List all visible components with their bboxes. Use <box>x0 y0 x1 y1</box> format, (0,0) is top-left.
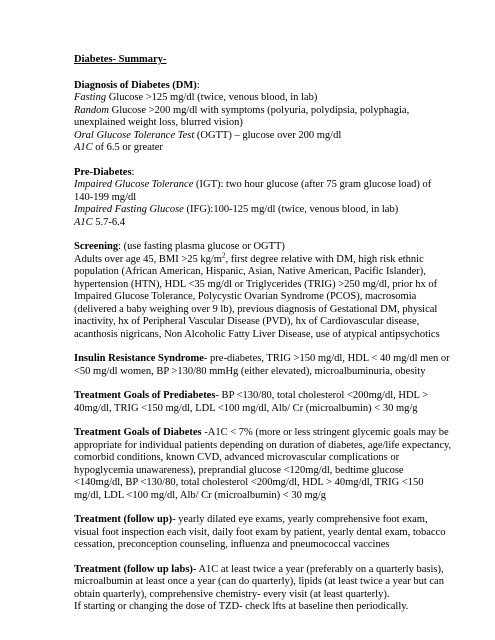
diagnosis-line-text: unexplained weight loss, blurred vision) <box>74 117 243 128</box>
goals-diabetes-line: mg/dl, LDL <100 mg/dl, Alb/ Cr (microalbumin) < 30 mg/g <box>74 489 327 501</box>
diagnosis-line <box>74 117 474 130</box>
followup-heading: Treatment (follow up) <box>74 514 173 525</box>
screening-intro: : (use fasting plasma glucose or OGTT) <box>118 241 285 252</box>
prediabetes-line <box>74 179 474 192</box>
diagnosis-line <box>74 130 474 143</box>
screening-line: acanthosis nigricans, Non Alcoholic Fatty Liver Disease, use of atypical antipsychotics <box>74 328 440 340</box>
goals-diabetes-text: -A1C < 7% (more or less stringent glycemic goals may be <box>201 427 449 438</box>
followup-labs-text: - A1C at least twice a year (preferably on a quarterly basis), <box>192 563 444 575</box>
goals-prediabetes-text: - BP <130/80, total cholesterol <200mg/dl, HDL > <box>215 390 429 401</box>
goals-prediabetes-line <box>74 390 474 403</box>
screening-line1-pre: Adults over age 45, BMI >25 kg/m <box>74 253 222 265</box>
goals-diabetes-line <box>74 427 474 440</box>
goals-diabetes-line: comorbid conditions, known CVD, advanced microvascular complications or <box>74 452 400 463</box>
diagnosis-heading-line <box>74 80 474 93</box>
prediabetes-line-text: (IFG):100-125 mg/dl (twice, venous blood, in lab) <box>183 204 399 215</box>
prediabetes-line-label: Impaired Glucose Tolerance <box>74 179 194 190</box>
goals-diabetes-section <box>74 427 474 502</box>
diagnosis-line <box>74 142 474 155</box>
insulin-resistance-text: - pre-diabetes, TRIG >150 mg/dl, HDL < 40 mg/dl men or <box>203 353 450 364</box>
screening-heading-line <box>74 241 474 254</box>
diagnosis-line-label: A1C <box>74 142 93 153</box>
diagnosis-heading: Diagnosis of Diabetes (DM) <box>74 79 197 91</box>
diagnosis-line-text: (OGTT) – glucose over 200 mg/dl <box>194 129 342 141</box>
followup-line: visual foot inspection each visit, daily foot exam by patient, yearly dental exam, tobacco <box>74 526 446 538</box>
screening-line: Impaired Glucose Tolerance, Polycystic Ovarian Syndrome (PCOS), macrosomia <box>74 291 417 302</box>
followup-line <box>74 514 474 527</box>
followup-labs-section <box>74 564 474 614</box>
goals-diabetes-heading: Treatment Goals of Diabetes <box>74 427 202 438</box>
prediabetes-line <box>74 204 474 217</box>
diagnosis-line-text: of 6.5 or greater <box>92 142 163 153</box>
insulin-resistance-line <box>74 353 474 366</box>
screening-heading: Screening <box>74 241 119 252</box>
diagnosis-line-label: Random <box>74 104 109 116</box>
diagnosis-line-text: Glucose >200 mg/dl with symptoms (polyuria, polydipsia, polyphagia, <box>109 104 410 116</box>
prediabetes-heading-suffix: : <box>131 166 135 178</box>
diagnosis-heading-suffix: : <box>196 79 200 91</box>
followup-line: cessation, preconception counseling, influenza and pneumococcal vaccines <box>74 539 390 550</box>
prediabetes-heading: Pre-Diabetes <box>74 166 132 178</box>
screening-section <box>74 241 474 341</box>
goals-prediabetes-line: 40mg/dl, TRIG <150 mg/dl, LDL <100 mg/dl, Alb/ Cr (microalbumin) < 30 mg/g <box>74 402 418 414</box>
prediabetes-line-text: 140-199 mg/dl <box>74 191 137 203</box>
followup-labs-heading: Treatment (follow up labs) <box>74 563 193 575</box>
screening-line: inactivity, hx of Peripheral Vascular Disease (PVD), hx of Cardiovascular disease, <box>74 316 420 327</box>
prediabetes-section <box>74 167 474 230</box>
diagnosis-line-label: Fasting <box>74 92 107 103</box>
screening-line <box>74 251 474 267</box>
followup-labs-line: obtain quarterly), comprehensive chemistry- every visit (at least quarterly). <box>74 588 390 600</box>
prediabetes-line-label: Impaired Fasting Glucose <box>74 204 184 215</box>
goals-prediabetes-section <box>74 390 474 415</box>
screening-line1-post: , first degree relative with DM, high risk ethnic <box>225 253 424 265</box>
diagnosis-section <box>74 80 474 155</box>
screening-line1-superscript: 2 <box>221 251 226 259</box>
screening-line: population (African American, Hispanic, Asian, Native American, Pacific Islander), <box>74 266 426 277</box>
screening-line: hypertension (HTN), HDL <35 mg/dl or Triglycerides (TRIG) >250 mg/dl, prior hx of <box>74 278 438 290</box>
goals-diabetes-line: appropriate for individual patients depending on duration of diabetes, age/life expectancy, <box>74 439 452 451</box>
diagnosis-line-label: Oral Glucose Tolerance Test <box>74 129 195 141</box>
goals-diabetes-line: hypoglycemia unawareness), preprandial glucose <120mg/dl, bedtime glucose <box>74 464 404 476</box>
prediabetes-line <box>74 192 474 205</box>
insulin-resistance-heading: Insulin Resistance Syndrome <box>74 353 204 364</box>
insulin-resistance-line: <50 mg/dl women, BP >130/80 mmHg (either elevated), microalbuminuria, obesity <box>74 365 426 377</box>
followup-text: - yearly dilated eye exams, yearly comprehensive foot exam, <box>172 514 428 525</box>
goals-prediabetes-heading: Treatment Goals of Prediabetes <box>74 390 216 401</box>
followup-labs-line: microalbumin at least once a year (can do quarterly), lipids (at least twice a year but can <box>74 576 444 587</box>
followup-labs-line: If starting or changing the dose of TZD- check lfts at baseline then periodically. <box>74 601 409 612</box>
document-content <box>74 54 474 626</box>
prediabetes-line-text: (IGT): two hour glucose (after 75 gram glucose load) of <box>193 179 432 190</box>
document-title: Diabetes- Summary- <box>74 54 167 65</box>
diagnosis-line <box>74 105 474 118</box>
goals-diabetes-line: <140mg/dl, BP <130/80, total cholesterol <200mg/dl, HDL > 40mg/dl, TRIG <150 <box>74 477 424 488</box>
diagnosis-line <box>74 92 474 105</box>
prediabetes-heading-line <box>74 167 474 180</box>
screening-line: (delivered a baby weighing over 9 lb), previous diagnosis of Gestational DM, physical <box>74 303 438 315</box>
insulin-resistance-section <box>74 353 474 378</box>
prediabetes-line-text: 5.7-6.4 <box>92 216 126 228</box>
prediabetes-line <box>74 217 474 230</box>
diagnosis-line-text: Glucose >125 mg/dl (twice, venous blood, in lab) <box>106 92 318 103</box>
followup-section <box>74 514 474 552</box>
prediabetes-line-label: A1C <box>74 216 93 228</box>
followup-labs-line <box>74 564 474 577</box>
